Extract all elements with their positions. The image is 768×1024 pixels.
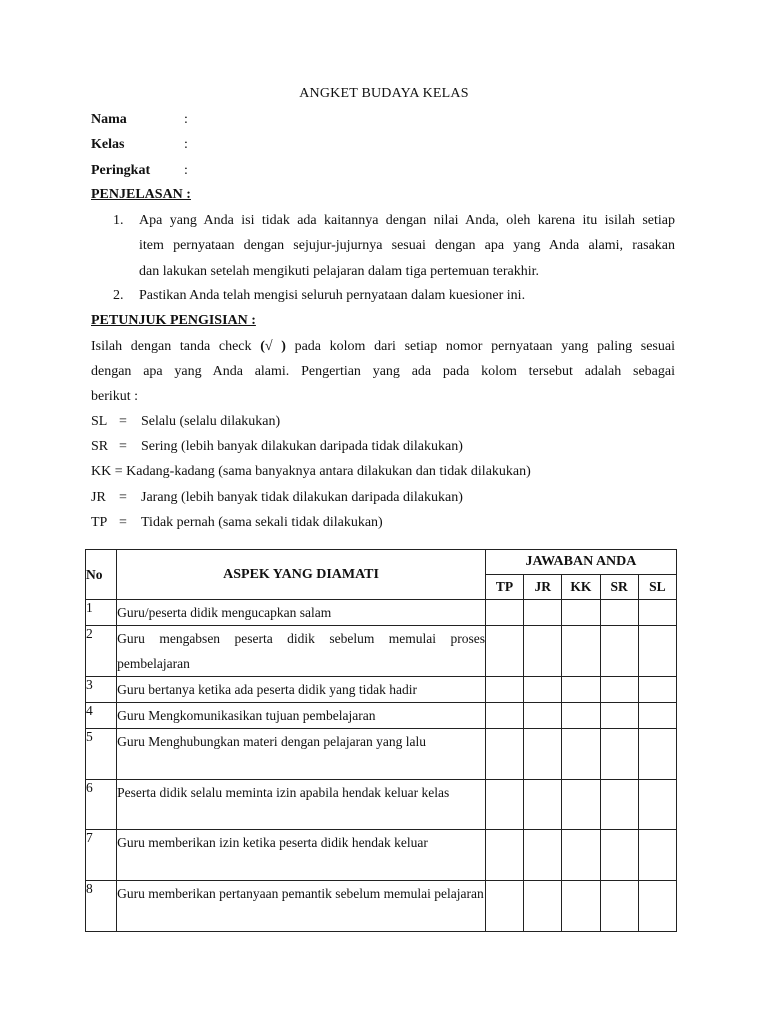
table-row <box>86 626 677 677</box>
answer-cell-jr[interactable] <box>524 830 562 881</box>
answer-cell-sl[interactable] <box>638 703 676 729</box>
header-jr: JR <box>524 575 562 600</box>
row-aspect: Guru bertanya ketika ada peserta didik yang tidak hadir <box>117 677 486 703</box>
answer-cell-kk[interactable] <box>562 626 600 677</box>
questionnaire-table <box>85 549 677 932</box>
row-number: 5 <box>86 729 117 780</box>
row-aspect: Guru memberikan izin ketika peserta didik hendak keluar <box>117 830 486 881</box>
answer-cell-kk[interactable] <box>562 600 600 626</box>
class-label: Kelas <box>91 137 125 152</box>
header-answer: JAWABAN ANDA <box>485 550 676 575</box>
legend-tp-equals: = <box>119 515 127 530</box>
header-sl: SL <box>638 575 676 600</box>
answer-cell-jr[interactable] <box>524 729 562 780</box>
legend-sr-description: Sering (lebih banyak dilakukan daripada tidak dilakukan) <box>141 439 463 454</box>
row-number: 6 <box>86 780 117 830</box>
legend-tp-code: TP <box>91 515 108 530</box>
row-number: 4 <box>86 703 117 729</box>
header-kk: KK <box>562 575 600 600</box>
answer-cell-sl[interactable] <box>638 677 676 703</box>
legend-sl-equals: = <box>119 414 127 429</box>
row-number: 1 <box>86 600 117 626</box>
answer-cell-tp[interactable] <box>485 780 523 830</box>
instructions-line-3: berikut : <box>91 389 139 404</box>
answer-cell-sr[interactable] <box>600 881 638 932</box>
instructions-text-rest: pada kolom dari setiap nomor pernyataan yang paling sesuai <box>285 339 675 354</box>
answer-cell-tp[interactable] <box>485 677 523 703</box>
answer-cell-sr[interactable] <box>600 780 638 830</box>
answer-cell-jr[interactable] <box>524 626 562 677</box>
table-row <box>86 729 677 780</box>
answer-cell-tp[interactable] <box>485 830 523 881</box>
answer-cell-sl[interactable] <box>638 780 676 830</box>
explanation-item-1-line-2: item pernyataan dengan sejujur-jujurnya sesuai dengan apa yang Anda alami, rasakan <box>139 238 675 253</box>
answer-cell-sr[interactable] <box>600 677 638 703</box>
legend-sr-equals: = <box>119 439 127 454</box>
row-aspect: Guru/peserta didik mengucapkan salam <box>117 600 486 626</box>
answer-cell-kk[interactable] <box>562 729 600 780</box>
explanation-item-1-number: 1. <box>113 213 124 228</box>
answer-cell-tp[interactable] <box>485 729 523 780</box>
header-tp: TP <box>485 575 523 600</box>
instructions-line-2: dengan apa yang Anda alami. Pengertian yang ada pada kolom tersebut adalah sebagai <box>91 364 675 379</box>
answer-cell-sr[interactable] <box>600 600 638 626</box>
name-label: Nama <box>91 112 127 127</box>
row-number: 2 <box>86 626 117 677</box>
explanation-item-1-line-3: dan lakukan setelah mengikuti pelajaran dalam tiga pertemuan terakhir. <box>139 264 540 279</box>
table-row <box>86 703 677 729</box>
row-aspect: Guru Mengkomunikasikan tujuan pembelajaran <box>117 703 486 729</box>
answer-cell-kk[interactable] <box>562 780 600 830</box>
explanation-heading: PENJELASAN : <box>91 187 191 202</box>
legend-jr-equals: = <box>119 490 127 505</box>
answer-cell-tp[interactable] <box>485 600 523 626</box>
row-aspect: Peserta didik selalu meminta izin apabila hendak keluar kelas <box>117 780 486 830</box>
header-sr: SR <box>600 575 638 600</box>
answer-cell-sl[interactable] <box>638 626 676 677</box>
answer-cell-jr[interactable] <box>524 780 562 830</box>
row-number: 7 <box>86 830 117 881</box>
answer-cell-sl[interactable] <box>638 729 676 780</box>
answer-cell-kk[interactable] <box>562 703 600 729</box>
table-row <box>86 677 677 703</box>
legend-jr-code: JR <box>91 490 106 505</box>
row-number: 3 <box>86 677 117 703</box>
answer-cell-sr[interactable] <box>600 729 638 780</box>
rank-colon: : <box>184 163 188 178</box>
instructions-line-1 <box>91 339 675 355</box>
legend-sr-code: SR <box>91 439 109 454</box>
header-aspect: ASPEK YANG DIAMATI <box>117 550 486 600</box>
instructions-text-start: Isilah dengan tanda check <box>91 339 261 354</box>
document-title: ANGKET BUDAYA KELAS <box>299 86 469 101</box>
name-colon: : <box>184 112 188 127</box>
answer-cell-jr[interactable] <box>524 881 562 932</box>
answer-cell-kk[interactable] <box>562 677 600 703</box>
explanation-item-2-number: 2. <box>113 288 124 303</box>
instructions-heading: PETUNJUK PENGISIAN : <box>91 313 256 328</box>
answer-cell-jr[interactable] <box>524 677 562 703</box>
explanation-item-1-line-1: Apa yang Anda isi tidak ada kaitannya dengan nilai Anda, oleh karena itu isilah setiap <box>139 213 675 228</box>
row-aspect: Guru mengabsen peserta didik sebelum memulai proses pembelajaran <box>117 626 486 677</box>
answer-cell-sl[interactable] <box>638 830 676 881</box>
answer-cell-tp[interactable] <box>485 703 523 729</box>
table-row <box>86 830 677 881</box>
legend-sl-code: SL <box>91 414 108 429</box>
legend-jr-description: Jarang (lebih banyak tidak dilakukan daripada dilakukan) <box>141 490 463 505</box>
answer-cell-sl[interactable] <box>638 881 676 932</box>
answer-cell-sl[interactable] <box>638 600 676 626</box>
answer-cell-sr[interactable] <box>600 830 638 881</box>
header-no: No <box>86 550 117 600</box>
row-aspect: Guru Menghubungkan materi dengan pelajaran yang lalu <box>117 729 486 780</box>
rank-label: Peringkat <box>91 163 151 178</box>
table-row <box>86 600 677 626</box>
answer-cell-jr[interactable] <box>524 600 562 626</box>
legend-sl-description: Selalu (selalu dilakukan) <box>141 414 281 429</box>
answer-cell-tp[interactable] <box>485 626 523 677</box>
explanation-item-2-line-1: Pastikan Anda telah mengisi seluruh pernyataan dalam kuesioner ini. <box>139 288 526 303</box>
row-number: 8 <box>86 881 117 932</box>
legend-kk-line: KK = Kadang-kadang (sama banyaknya antara dilakukan dan tidak dilakukan) <box>91 464 531 479</box>
legend-tp-description: Tidak pernah (sama sekali tidak dilakukan) <box>141 515 383 530</box>
answer-cell-sr[interactable] <box>600 703 638 729</box>
check-mark-symbol: (√ ) <box>260 339 286 354</box>
row-aspect: Guru memberikan pertanyaan pemantik sebelum memulai pelajaran <box>117 881 486 932</box>
table-row <box>86 881 677 932</box>
answer-cell-tp[interactable] <box>485 881 523 932</box>
answer-cell-kk[interactable] <box>562 881 600 932</box>
answer-cell-sr[interactable] <box>600 626 638 677</box>
class-colon: : <box>184 137 188 152</box>
table-row <box>86 780 677 830</box>
answer-cell-jr[interactable] <box>524 703 562 729</box>
answer-cell-kk[interactable] <box>562 830 600 881</box>
